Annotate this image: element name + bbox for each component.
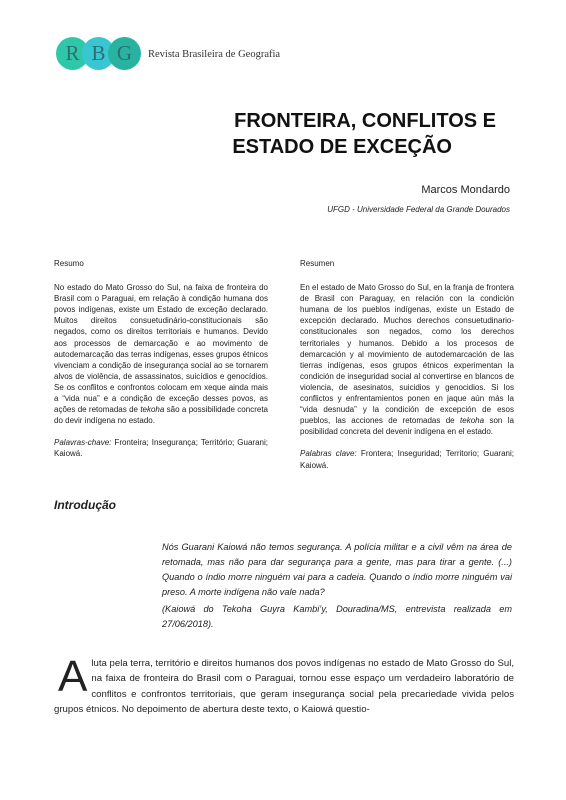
body-paragraph-text: luta pela terra, território e direitos humanos dos povos indígenas no estado de Mato Grosso do Sul, na faixa de fronteira do Brasil com o Paraguai, tornou esse espaço um verdadeiro laboratório de conflitos e confrontos territoriais, que geram insegurança social pela precariedade vivida pelos grupos étnicos. No depoimento de abertura deste texto, o Kaiowá questio- [54, 658, 514, 715]
epigraph-quote: Nós Guarani Kaiowá não temos segurança. A polícia militar e a civil vêm na área de retomada, mas não para dar segurança para a gente, mas para tirar a gente. (...) Quando o índio morre ninguém vai para a cadeia. Quando o índio morre ninguém vai preso. A morte indígena não vale nada? [162, 542, 512, 597]
abstract-text [54, 282, 268, 426]
author-name: Marcos Mondardo [421, 184, 510, 196]
keywords-list: Fronteira; Insegurança; Território; Guarani; Kaiowá. [54, 438, 268, 459]
keywords-label: Palavras-chave: [54, 438, 112, 448]
abstract-text-emphasis: tekoha [140, 405, 165, 415]
author-affiliation: UFGD - Universidade Federal da Grande Dourados [327, 205, 510, 214]
body-paragraph [54, 652, 514, 717]
abstract-text-body: No estado do Mato Grosso do Sul, na faixa de fronteira do Brasil com o Paraguai, em relação à condição humana dos povos indígenas, existe um Estado de exceção declarado. Muitos direitos consuetudinário-constitucionais são negados, como os direitos territoriais e humanos. Devido aos processos de demarcação e ao movimento de autodemarcação das terras indígenas, esses grupos étnicos vivenciam a condição de insegurança social ao se tornarem alvos de violência, de assassinatos, suicídios e genocídios. Se os conflitos e confrontos colocam em xeque ainda mais a “vida nua” e a condição de exceção desses povos, as ações de retomadas de [54, 283, 268, 415]
journal-name: Revista Brasileira de Geografia [148, 48, 281, 60]
section-heading-introduction: Introdução [54, 498, 116, 512]
abstract-heading: Resumo [54, 259, 84, 268]
abstract-spanish [300, 258, 514, 471]
journal-logo [56, 36, 280, 72]
article-title-line2: ESTADO DE EXCEÇÃO [232, 136, 452, 158]
keywords-label: Palabras clave: [300, 449, 357, 459]
abstract-text [300, 282, 514, 437]
abstract-text-end: son la posibilidad concreta del devenir indígena en el estado. [300, 416, 514, 437]
keywords-list: Frontera; Inseguridad; Territorio; Guarani; Kaiowá. [300, 449, 514, 470]
abstract-portuguese [54, 258, 268, 460]
logo-letter-b: B [82, 37, 115, 70]
keywords [300, 448, 514, 470]
article-title [208, 108, 508, 160]
logo-letter-g: G [108, 37, 141, 70]
epigraph-citation: (Kaiowá do Tekoha Guyra Kambi’y, Douradina/MS, entrevista realizada em 27/06/2018). [162, 604, 512, 629]
logo-mark [56, 36, 142, 72]
abstract-heading: Resumen [300, 259, 335, 268]
abstract-text-body: En el estado de Mato Grosso do Sul, en la franja de frontera de Brasil con Paraguay, en relación con la condición humana de los pueblos indígenas, existe un Estado de excepción declarado. Muchos derechos consuetudinario-constitucionales son negados, como los derechos territoriales y humanos. Debido a los procesos de demarcación y al movimiento de autodemarcación de las tierras indígenas, esos grupos étnicos experimentan la condición de inseguridad social al convertirse en blancos de violencia, de asesinatos, suicidios y genocidios. Si los conflictos y enfrentamientos ponen en jaque aún más la “vida desnuda” y la condición de excepción de esos pueblos, las acciones de retomadas de [300, 283, 514, 426]
abstract-text-end: são a possibilidade concreta do devir indígena no estado. [54, 405, 268, 426]
keywords [54, 437, 268, 459]
article-title-line1: FRONTEIRA, CONFLITOS E [234, 110, 496, 132]
logo-letter-r: R [56, 37, 89, 70]
drop-cap: A [58, 652, 88, 701]
abstract-text-emphasis: tekoha [460, 416, 485, 426]
